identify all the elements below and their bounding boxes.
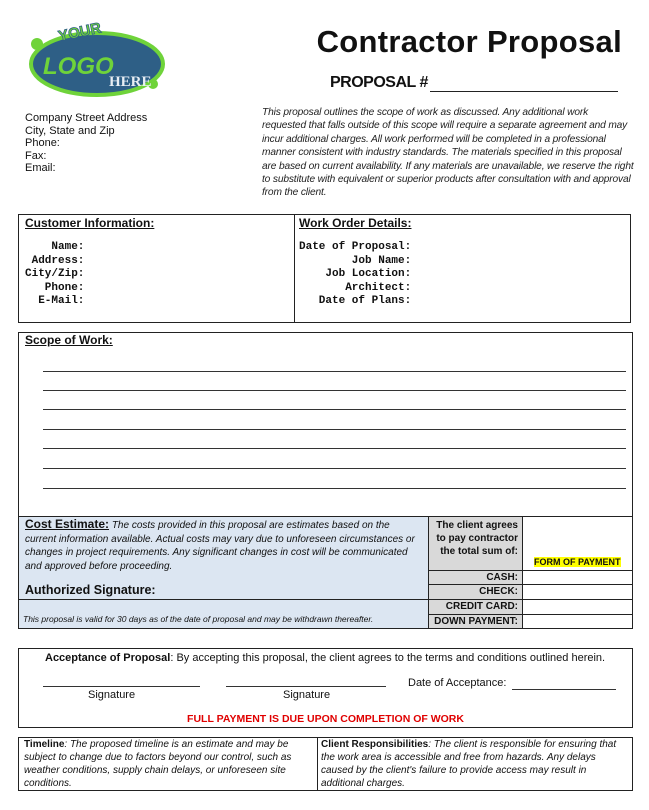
proposal-number-label: PROPOSAL #: [330, 74, 428, 91]
architect-label: Architect:: [299, 281, 412, 294]
company-address: [25, 112, 147, 175]
agree-cell: [428, 516, 523, 571]
customer-name-label: Name:: [25, 241, 85, 253]
validity-cell: [18, 599, 429, 629]
customer-fields: [25, 241, 84, 309]
scope-of-work-box: [18, 332, 633, 517]
logo-text-here: HERE: [109, 74, 152, 90]
company-city: City, State and Zip: [25, 124, 115, 137]
company-fax: Fax:: [25, 149, 47, 162]
form-of-payment-label: FORM OF PAYMENT: [534, 557, 621, 567]
client-responsibilities-text: : The client is responsible for ensuring that the work area is accessible and free from hazards. Any delays caused by the client's failure to provide access may result in additional charges.: [321, 739, 617, 789]
acceptance-label: Acceptance of Proposal: [45, 652, 171, 664]
client-responsibilities-label: Client Responsibilities: [321, 739, 429, 750]
logo-text-logo: LOGO: [43, 53, 114, 80]
timeline-text: : The proposed timeline is an estimate and may be subject to change due to factors beyond our control, such as weather conditions, supply chain delays, or unforeseen site conditions.: [24, 739, 292, 789]
authorized-signature-label: Authorized Signature:: [25, 583, 156, 598]
cost-estimate-heading: Cost Estimate:: [25, 517, 110, 531]
proposal-number: [330, 74, 618, 92]
scope-line[interactable]: [43, 488, 626, 489]
cash-label: CASH:: [428, 570, 523, 585]
job-name-label: Job Name:: [299, 254, 412, 267]
date-of-proposal-label: Date of Proposal:: [299, 241, 412, 253]
credit-card-field[interactable]: [522, 599, 633, 615]
customer-phone-label: Phone:: [25, 281, 85, 294]
company-email: Email:: [25, 162, 56, 175]
terms-box: [18, 737, 633, 791]
company-street: Company Street Address: [25, 112, 148, 124]
work-order-fields: [299, 241, 411, 309]
date-of-plans-label: Date of Plans:: [299, 295, 412, 308]
work-order-heading: Work Order Details:: [299, 216, 412, 230]
cash-field[interactable]: [522, 570, 633, 585]
signature-label-2: Signature: [283, 689, 331, 701]
cost-estimate-cell: [18, 516, 429, 600]
timeline-section: [24, 738, 312, 790]
agree-text: The client agrees to pay contractor the total sum of:: [436, 520, 518, 557]
acceptance-text: : By accepting this proposal, the client agrees to the terms and conditions outlined herein.: [170, 652, 606, 664]
company-phone: Phone:: [25, 137, 60, 150]
customer-address-label: Address:: [25, 254, 85, 267]
intro-paragraph: This proposal outlines the scope of work as discussed. Any additional work requested that falls outside of this scope will require a separate agreement and may incur additional charges. All work performed will be completed in a professional manner consistent with industry standards. The materials specified in this proposal are based on current availability. If any materials are unavailable, we reserve the right to substitute with equivalent or superior products after consultation with and approval from the client.: [262, 107, 634, 199]
scope-heading: Scope of Work:: [25, 333, 113, 347]
logo-text-your: YOUR: [56, 19, 103, 46]
timeline-label: Timeline: [24, 739, 65, 750]
scope-line[interactable]: [43, 409, 626, 410]
customer-cityzip-label: City/Zip:: [25, 268, 85, 281]
scope-line[interactable]: [43, 429, 626, 430]
scope-line[interactable]: [43, 371, 626, 372]
date-of-acceptance-label: Date of Acceptance:: [408, 677, 507, 689]
scope-line[interactable]: [43, 468, 626, 469]
acceptance-box: [18, 648, 633, 728]
acceptance-statement: [45, 652, 605, 664]
document-title: Contractor Proposal: [316, 24, 622, 59]
date-of-acceptance-field[interactable]: [512, 689, 616, 690]
down-payment-field[interactable]: [522, 614, 633, 629]
signature-line-2[interactable]: [226, 686, 386, 687]
check-label: CHECK:: [428, 584, 523, 600]
full-payment-notice: FULL PAYMENT IS DUE UPON COMPLETION OF WORK: [187, 713, 464, 725]
scope-line[interactable]: [43, 390, 626, 391]
total-sum-field[interactable]: [522, 516, 633, 571]
divider: [317, 738, 318, 790]
signature-line-1[interactable]: [43, 686, 200, 687]
down-payment-label: DOWN PAYMENT:: [428, 614, 523, 629]
proposal-number-field[interactable]: [430, 77, 618, 92]
cost-estimate-text: The costs provided in this proposal are estimates based on the current information available. Actual costs may vary due to unforeseen circumstances or changes in project requirements. Any significant changes in cost will be communicated and approved before proceeding.: [25, 520, 415, 572]
divider: [294, 215, 295, 322]
credit-card-label: CREDIT CARD:: [428, 599, 523, 615]
validity-text: This proposal is valid for 30 days as of the date of proposal and may be withdrawn thereafter.: [23, 614, 374, 624]
check-field[interactable]: [522, 584, 633, 600]
customer-work-order-box: [18, 214, 631, 323]
scope-line[interactable]: [43, 448, 626, 449]
customer-email-label: E-Mail:: [25, 295, 85, 308]
company-logo: [25, 18, 167, 98]
job-location-label: Job Location:: [299, 268, 412, 281]
customer-info-heading: Customer Information:: [25, 216, 155, 230]
signature-label-1: Signature: [88, 689, 136, 701]
client-responsibilities-section: [321, 738, 629, 790]
